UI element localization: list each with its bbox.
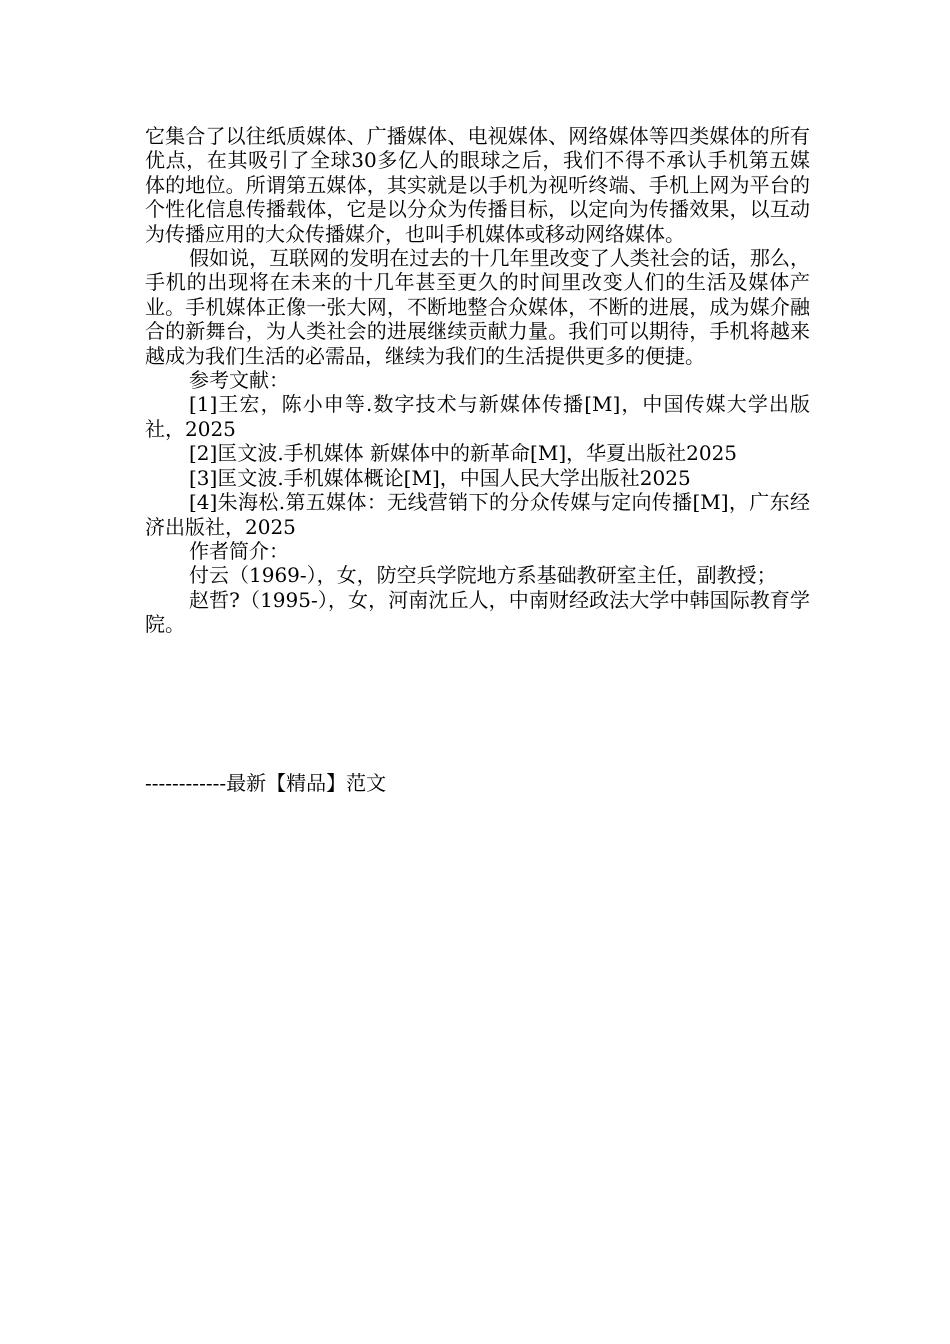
author-item-2: 赵哲?（1995-），女，河南沈丘人，中南财经政法大学中韩国际教育学院。 <box>145 587 810 637</box>
references-heading: 参考文献： <box>189 368 289 393</box>
body-paragraph-2: 假如说，互联网的发明在过去的十几年里改变了人类社会的话，那么，手机的出现将在未来的十几年甚至更久的时间里改变人们的生活及媒体产业。手机媒体正像一张大网，不断地整合众媒体，不断的进展，成为媒介融合的新舞台，为人类社会的进展继续贡献力量。我们可以期待，手机将越来越成为我们生活的必需品，继续为我们的生活提供更多的便捷。 <box>145 246 810 368</box>
reference-item-3: [3]匡文波.手机媒体概论[M]，中国人民大学出版社2025 <box>189 465 691 490</box>
authors-heading: 作者简介： <box>189 538 289 563</box>
body-paragraph-1: 它集合了以往纸质媒体、广播媒体、电视媒体、网络媒体等四类媒体的所有优点，在其吸引了全球30多亿人的眼球之后，我们不得不承认手机第五媒体的地位。所谓第五媒体，其实就是以手机为视听终端、手机上网为平台的个性化信息传播载体，它是以分众为传播目标，以定向为传播效果，以互动为传播应用的大众传播媒介，也叫手机媒体或移动网络媒体。 <box>145 124 810 246</box>
document-body <box>145 124 810 637</box>
reference-item-1: [1]王宏，陈小申等.数字技术与新媒体传播[M]，中国传媒大学出版社，2025 <box>145 392 810 441</box>
reference-item-4: [4]朱海松.第五媒体：无线营销下的分众传媒与定向传播[M]，广东经济出版社，2025 <box>145 490 810 539</box>
footer-note: ------------最新【精品】范文 <box>145 771 387 795</box>
author-item-1: 付云（1969-），女，防空兵学院地方系基础教研室主任，副教授； <box>189 563 777 588</box>
reference-item-2: [2]匡文波.手机媒体 新媒体中的新革命[M]，华夏出版社2025 <box>189 441 738 466</box>
